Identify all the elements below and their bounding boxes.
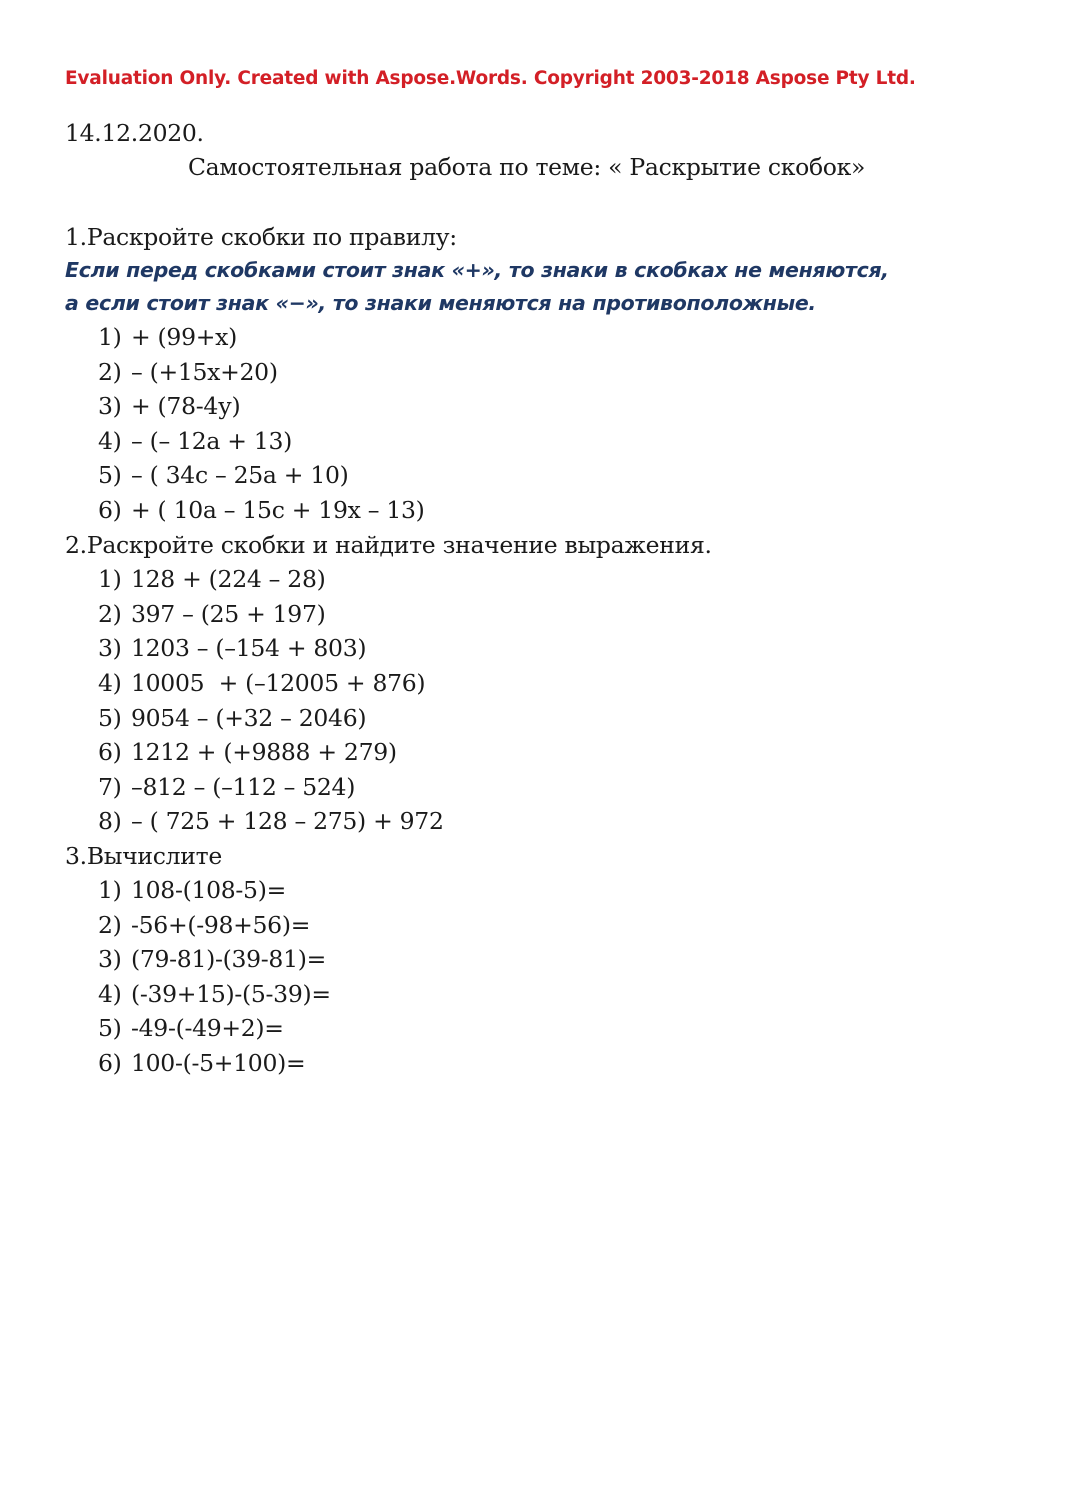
rule-line-2: а если стоит знак «−», то знаки меняются на противоположные. bbox=[65, 291, 816, 315]
item-expression: -49-(-49+2)= bbox=[131, 1014, 284, 1042]
item-expression: – ( 725 + 128 – 275) + 972 bbox=[131, 807, 444, 835]
section-2-item bbox=[98, 565, 325, 593]
item-number: 7) bbox=[98, 773, 122, 801]
section-2-heading: 2.Раскройте скобки и найдите значение выражения. bbox=[65, 531, 712, 559]
item-number: 6) bbox=[98, 1049, 122, 1077]
section-2-item bbox=[98, 738, 397, 766]
item-number: 8) bbox=[98, 807, 122, 835]
section-3-item bbox=[98, 876, 286, 904]
item-expression: -56+(-98+56)= bbox=[131, 911, 311, 939]
item-number: 2) bbox=[98, 911, 122, 939]
item-expression: 9054 – (+32 – 2046) bbox=[131, 704, 367, 732]
item-number: 5) bbox=[98, 704, 122, 732]
section-3-item bbox=[98, 980, 331, 1008]
section-2-item bbox=[98, 669, 425, 697]
section-2-item bbox=[98, 634, 366, 662]
item-expression: – ( 34с – 25а + 10) bbox=[131, 461, 349, 489]
item-expression: 397 – (25 + 197) bbox=[131, 600, 326, 628]
section-3-item bbox=[98, 945, 326, 973]
item-expression: (79-81)-(39-81)= bbox=[131, 945, 326, 973]
item-expression: 128 + (224 – 28) bbox=[131, 565, 326, 593]
item-expression: –812 – (–112 – 524) bbox=[131, 773, 356, 801]
item-expression: 108-(108-5)= bbox=[131, 876, 286, 904]
item-number: 2) bbox=[98, 600, 122, 628]
evaluation-watermark: Evaluation Only. Created with Aspose.Words. Copyright 2003-2018 Aspose Pty Ltd. bbox=[65, 68, 916, 89]
item-number: 3) bbox=[98, 945, 122, 973]
section-1-item bbox=[98, 496, 425, 524]
item-expression: 100-(-5+100)= bbox=[131, 1049, 306, 1077]
item-expression: + ( 10а – 15с + 19х – 13) bbox=[131, 496, 425, 524]
item-number: 5) bbox=[98, 461, 122, 489]
section-1-item bbox=[98, 392, 240, 420]
item-number: 6) bbox=[98, 496, 122, 524]
item-number: 3) bbox=[98, 392, 122, 420]
item-number: 4) bbox=[98, 669, 122, 697]
item-expression: 1212 + (+9888 + 279) bbox=[131, 738, 397, 766]
section-3-item bbox=[98, 1014, 284, 1042]
item-number: 4) bbox=[98, 427, 122, 455]
item-number: 4) bbox=[98, 980, 122, 1008]
document-title: Самостоятельная работа по теме: « Раскрытие скобок» bbox=[188, 153, 866, 181]
rule-line-1: Если перед скобками стоит знак «+», то знаки в скобках не меняются, bbox=[65, 258, 889, 282]
section-2-item bbox=[98, 600, 325, 628]
item-expression: – (+15х+20) bbox=[131, 358, 278, 386]
section-2-item bbox=[98, 704, 366, 732]
section-1-heading: 1.Раскройте скобки по правилу: bbox=[65, 223, 457, 251]
item-expression: 10005 + (–12005 + 876) bbox=[131, 669, 426, 697]
section-3-item bbox=[98, 1049, 305, 1077]
item-expression: 1203 – (–154 + 803) bbox=[131, 634, 367, 662]
section-2-item bbox=[98, 807, 444, 835]
item-expression: + (99+х) bbox=[131, 323, 237, 351]
section-3-heading: 3.Вычислите bbox=[65, 842, 222, 870]
item-number: 2) bbox=[98, 358, 122, 386]
document-date: 14.12.2020. bbox=[65, 119, 204, 147]
item-expression: (-39+15)-(5-39)= bbox=[131, 980, 331, 1008]
item-number: 1) bbox=[98, 323, 122, 351]
section-1-item bbox=[98, 461, 349, 489]
section-1-item bbox=[98, 358, 278, 386]
section-2-item bbox=[98, 773, 355, 801]
section-1-item bbox=[98, 323, 237, 351]
item-number: 1) bbox=[98, 565, 122, 593]
section-3-item bbox=[98, 911, 310, 939]
item-number: 1) bbox=[98, 876, 122, 904]
item-number: 3) bbox=[98, 634, 122, 662]
item-expression: – (– 12а + 13) bbox=[131, 427, 293, 455]
section-1-item bbox=[98, 427, 292, 455]
item-number: 6) bbox=[98, 738, 122, 766]
item-expression: + (78-4у) bbox=[131, 392, 241, 420]
item-number: 5) bbox=[98, 1014, 122, 1042]
